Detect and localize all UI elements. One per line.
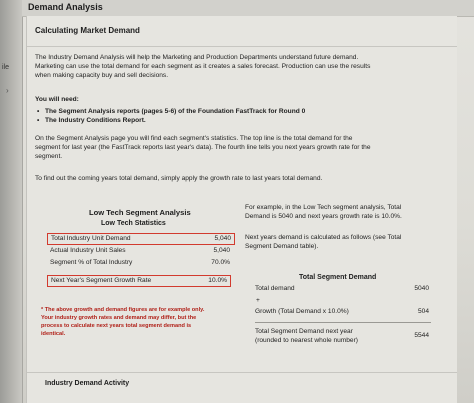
stat-label: Actual Industry Unit Sales <box>50 247 126 254</box>
segment-info-line-2: segment for last year (the FastTrack reports last year's data). The fourth line tells you next years growth rate for the <box>35 144 371 151</box>
segment-demand-label: Total demand <box>255 285 295 292</box>
chevron-right-icon[interactable]: › <box>6 86 9 95</box>
segment-demand-label: Growth (Total Demand x 10.0%) <box>255 308 349 315</box>
example-line-1: For example, in the Low Tech segment analysis, Total <box>245 204 402 211</box>
stat-label: Next Year's Segment Growth Rate <box>51 277 152 284</box>
needs-item: • The Industry Conditions Report. <box>35 116 305 125</box>
plus-sign: + <box>256 297 260 304</box>
segment-demand-title: Total Segment Demand <box>299 274 377 281</box>
divider <box>27 372 457 373</box>
needs-item: • The Segment Analysis reports (pages 5-6) of the Foundation FastTrack for Round 0 <box>35 107 305 116</box>
needs-list <box>35 107 305 125</box>
segment-demand-label: Total Segment Demand next year <box>255 328 353 335</box>
stat-row-actual-sales <box>47 246 233 256</box>
segment-demand-value: 5544 <box>414 332 429 339</box>
activity-heading: Industry Demand Activity <box>45 380 130 387</box>
segment-info-line-3: segment. <box>35 153 63 160</box>
intro-line-1: The Industry Demand Analysis will help the Marketing and Production Departments understand future demand. <box>35 54 359 61</box>
footnote-line: identical. <box>41 331 66 337</box>
stats-title: Low Tech Segment Analysis <box>89 208 191 217</box>
segment-info-line-1: On the Segment Analysis page you will find each segment's statistics. The top line is the total demand for the <box>35 135 353 142</box>
intro-line-2: Marketing can use the total demand for each segment as it creates a sales forecast. Production can use the results <box>35 63 371 70</box>
content-panel <box>26 16 457 403</box>
stat-value: 70.0% <box>211 259 230 266</box>
footnote-line: process to calculate next years total segment demand is <box>41 323 192 329</box>
stat-row-segment-percent <box>47 258 233 268</box>
section-heading: Calculating Market Demand <box>35 26 140 35</box>
sidebar-fragment-label: ile <box>2 64 10 71</box>
stat-value: 5,040 <box>214 235 231 242</box>
footnote-line: * The above growth and demand figures are for example only. <box>41 307 205 313</box>
stat-label: Total Industry Unit Demand <box>51 235 131 242</box>
stat-row-total-demand <box>47 233 235 245</box>
needs-heading: You will need: <box>35 96 79 103</box>
stat-label: Segment % of Total Industry <box>50 259 133 266</box>
sum-divider <box>255 322 431 323</box>
segment-demand-value: 5040 <box>414 285 429 292</box>
window-title: Demand Analysis <box>28 2 103 12</box>
title-bar <box>22 0 474 17</box>
footnote <box>41 306 241 338</box>
segment-demand-value: 504 <box>417 308 429 315</box>
example-line-2: Demand is 5040 and next years growth rate is 10.0%. <box>245 213 402 220</box>
segment-demand-label: (rounded to nearest whole number) <box>255 337 358 344</box>
stats-subtitle: Low Tech Statistics <box>101 220 166 227</box>
intro-line-3: when making capacity buy and sell decisions. <box>35 72 169 79</box>
stat-value: 10.0% <box>208 277 227 284</box>
section-header <box>27 16 457 47</box>
calc-note-line-2: Segment Demand table). <box>245 243 319 250</box>
stat-value: 5,040 <box>213 247 230 254</box>
footnote-line: Your industry growth rates and demand may differ, but the <box>41 315 197 321</box>
stat-row-growth-rate <box>47 275 231 287</box>
left-sidebar-strip <box>0 0 23 403</box>
instruction-text: To find out the coming years total demand, simply apply the growth rate to last years total demand. <box>35 175 323 182</box>
calc-note-line-1: Next years demand is calculated as follows (see Total <box>245 234 402 241</box>
